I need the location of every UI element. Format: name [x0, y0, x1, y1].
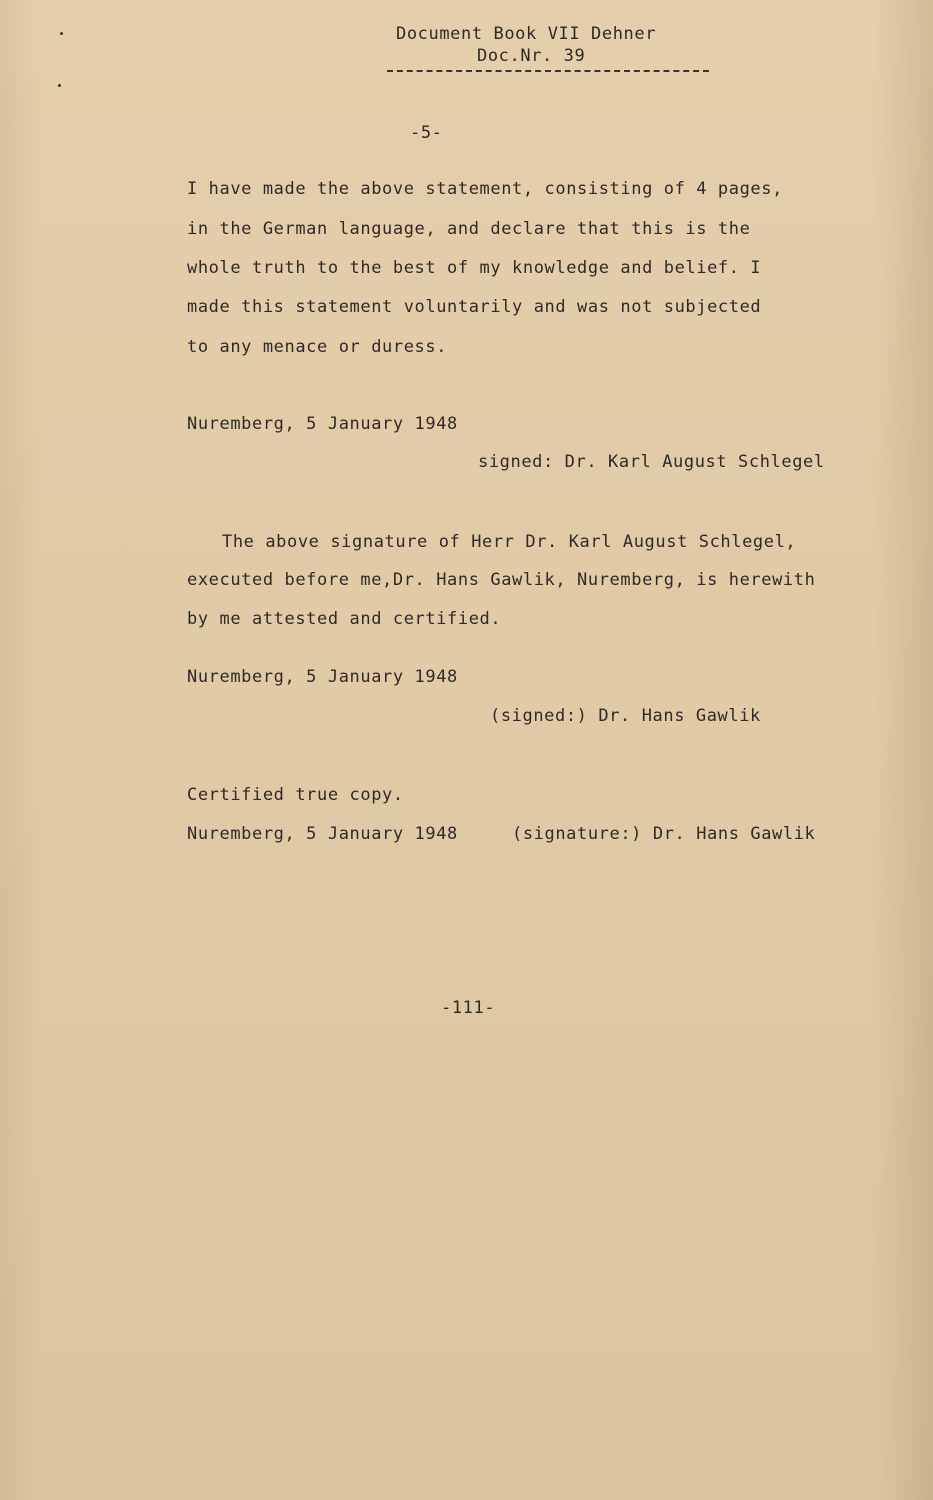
- header-rule: [387, 70, 709, 72]
- place-date: Nuremberg, 5 January 1948: [187, 414, 458, 434]
- statement-line: whole truth to the best of my knowledge and belief. I: [187, 258, 762, 278]
- header-document-book: Document Book VII Dehner: [396, 24, 657, 44]
- statement-line: to any menace or duress.: [187, 337, 448, 357]
- statement-line: in the German language, and declare that this is the: [187, 219, 751, 239]
- paper-speck: [58, 84, 61, 87]
- page-marker: -5-: [410, 123, 443, 143]
- certified-copy-signature: (signature:) Dr. Hans Gawlik: [512, 824, 816, 844]
- certified-copy-label: Certified true copy.: [187, 785, 404, 805]
- signature-schlegel: signed: Dr. Karl August Schlegel: [478, 452, 825, 472]
- attestation-line: executed before me,Dr. Hans Gawlik, Nuremberg, is herewith: [187, 570, 816, 590]
- attestation-line: The above signature of Herr Dr. Karl August Schlegel,: [222, 532, 797, 552]
- place-date: Nuremberg, 5 January 1948: [187, 667, 458, 687]
- signature-gawlik: (signed:) Dr. Hans Gawlik: [490, 706, 761, 726]
- footer-page-number: -111-: [441, 998, 496, 1018]
- statement-line: I have made the above statement, consisting of 4 pages,: [187, 179, 783, 199]
- place-date: Nuremberg, 5 January 1948: [187, 824, 458, 844]
- attestation-line: by me attested and certified.: [187, 609, 502, 629]
- paper-speck: [60, 32, 63, 35]
- header-doc-number: Doc.Nr. 39: [477, 46, 586, 66]
- statement-line: made this statement voluntarily and was not subjected: [187, 297, 762, 317]
